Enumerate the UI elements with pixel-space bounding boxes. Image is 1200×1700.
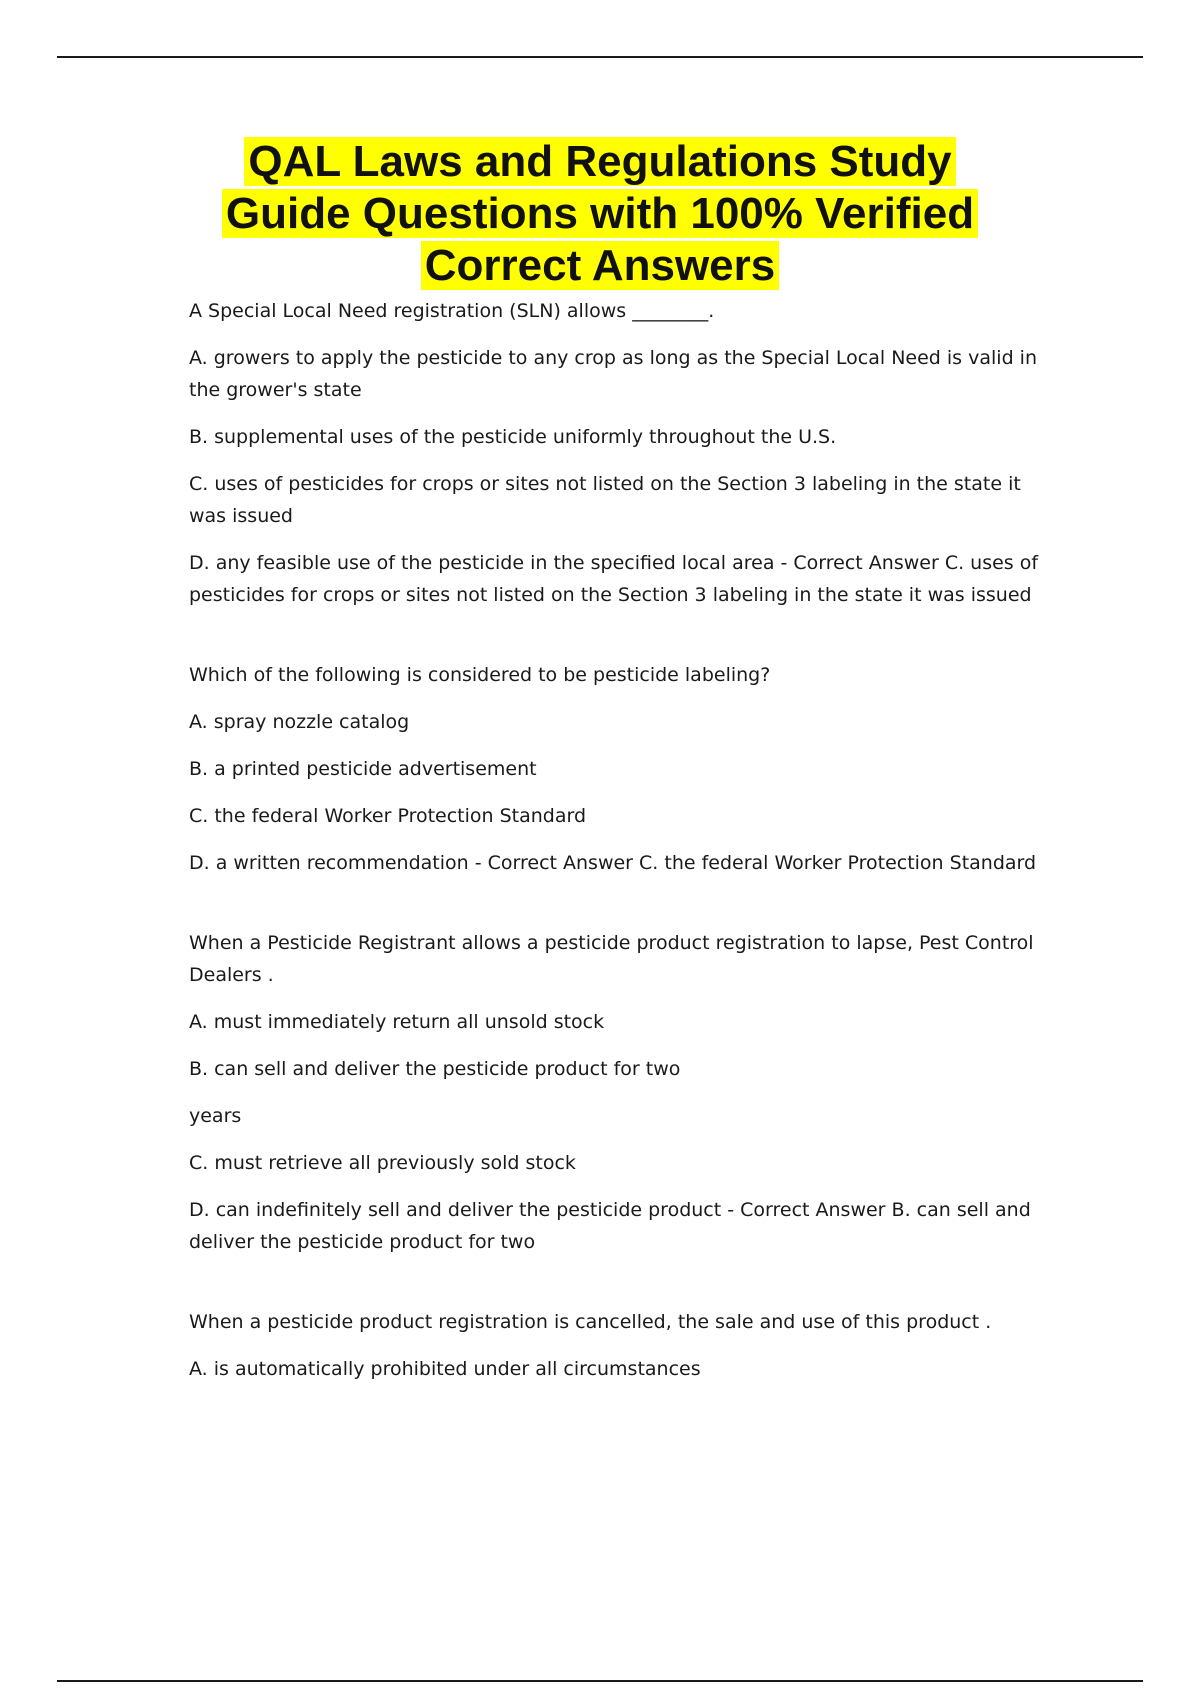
answer-option: C. must retrieve all previously sold stock	[189, 1152, 576, 1174]
title-area	[0, 136, 1200, 292]
question-2	[189, 659, 1049, 879]
question-prompt: Which of the following is considered to be pesticide labeling?	[189, 664, 771, 686]
answer-option: B. can sell and deliver the pesticide product for two	[189, 1058, 681, 1080]
answer-option: A. growers to apply the pesticide to any crop as long as the Special Local Need is valid in the grower's state	[189, 347, 1037, 401]
footer-rule	[57, 1680, 1143, 1682]
question-prompt: When a pesticide product registration is cancelled, the sale and use of this product .	[189, 1311, 992, 1333]
answer-option: D. can indefinitely sell and deliver the pesticide product - Correct Answer B. can sell and deliver the pesticide product for two	[189, 1199, 1031, 1253]
answer-option: A. must immediately return all unsold stock	[189, 1011, 605, 1033]
document-title: QAL Laws and Regulations Study Guide Questions with 100% Verified Correct Answers	[222, 137, 978, 290]
question-1	[189, 295, 1049, 611]
answer-option: B. supplemental uses of the pesticide uniformly throughout the U.S.	[189, 426, 837, 448]
answer-option: A. is automatically prohibited under all circumstances	[189, 1358, 701, 1380]
answer-option: C. uses of pesticides for crops or sites not listed on the Section 3 labeling in the state it was issued	[189, 473, 1021, 527]
document-body	[189, 295, 1049, 1433]
answer-option: A. spray nozzle catalog	[189, 711, 410, 733]
question-prompt: A Special Local Need registration (SLN) allows ________.	[189, 300, 715, 322]
question-3	[189, 927, 1049, 1258]
answer-option: D. any feasible use of the pesticide in the specified local area - Correct Answer C. uses of pesticides for crops or sites not listed on the Section 3 labeling in the state it was issued	[189, 552, 1039, 606]
question-prompt: When a Pesticide Registrant allows a pesticide product registration to lapse, Pest Control Dealers .	[189, 932, 1034, 986]
answer-option: D. a written recommendation - Correct Answer C. the federal Worker Protection Standard	[189, 852, 1037, 874]
answer-option: C. the federal Worker Protection Standard	[189, 805, 587, 827]
header-rule	[57, 56, 1143, 58]
answer-option: B. a printed pesticide advertisement	[189, 758, 537, 780]
answer-option: years	[189, 1105, 242, 1127]
question-4	[189, 1306, 1049, 1385]
